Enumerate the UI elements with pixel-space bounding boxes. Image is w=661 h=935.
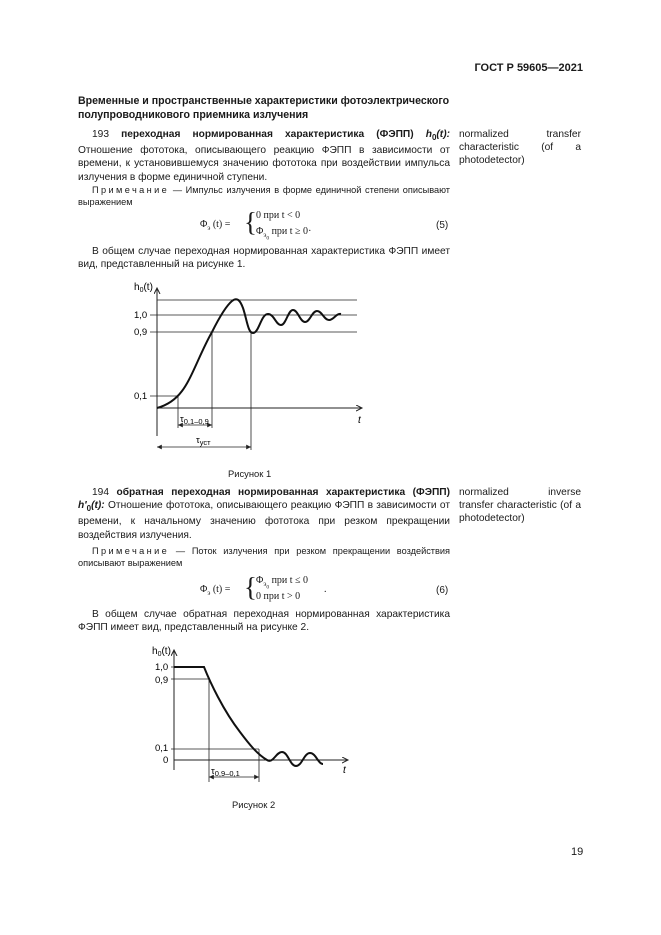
y-label-sub: 0: [157, 651, 162, 658]
term-symbol: h′: [78, 500, 87, 512]
y-label-h: h: [152, 646, 158, 657]
case-1-sub: э: [263, 580, 267, 588]
brace: {: [244, 572, 257, 602]
tau-sym: τ: [211, 766, 215, 777]
brace: {: [244, 207, 257, 237]
case-1-subsub: 0: [266, 584, 270, 591]
figure-1: [100, 278, 380, 458]
case-1-cond: при t ≤ 0: [271, 575, 309, 586]
transfer-curve: [157, 299, 341, 408]
y-label-sub: 0: [139, 287, 144, 294]
case-2: [256, 225, 311, 246]
term-number: 193: [92, 129, 109, 140]
case-2: 0 при t > 0: [256, 591, 301, 602]
formula-arg: (t) =: [212, 584, 231, 595]
term-number: 194: [92, 487, 109, 498]
equation-number-6: (6): [436, 585, 449, 596]
case-2-sub: э: [263, 231, 267, 239]
figure-1-caption: Рисунок 1: [228, 468, 272, 479]
case-1-phi: Φ: [256, 575, 264, 586]
tick-0-1: 0,1: [134, 391, 148, 402]
term-194-definition: [78, 486, 450, 542]
term-name: обратная переходная нормированная характеристика (ФЭПП): [116, 487, 450, 498]
x-label: t: [343, 765, 346, 776]
tau1-sub: 0,1–0,9: [183, 417, 209, 426]
formula-5: [200, 207, 360, 242]
term-symbol: h: [425, 129, 432, 140]
note-text: — Поток излучения при резком прекращении воздействия описывают выражением: [78, 546, 450, 568]
term-symbol-sub: 0: [86, 504, 92, 514]
formula-phi-sub: э: [207, 224, 211, 232]
term-name: переходная нормированная характеристика (ФЭПП): [121, 129, 414, 140]
formula-phi-sub: э: [207, 589, 211, 597]
inverse-curve: [174, 667, 323, 766]
case-2-end: ·: [308, 226, 312, 237]
term-symbol-sub: 0: [431, 133, 437, 143]
standard-header: ГОСТ Р 59605—2021: [474, 62, 583, 74]
y-label: [152, 646, 171, 658]
definition-text: Отношение фототока, описывающего реакцию ФЭПП в зависимости от времени, к начальному значению фототока при резком прекращении воздействия излучения.: [78, 500, 450, 541]
page-number: 19: [571, 846, 584, 858]
tick-0-1: 0,1: [155, 743, 169, 754]
definition-text: Отношение фототока, описывающего реакцию ФЭПП в зависимости от времени, к установившемуся значению фототока при воздействии импульса излучения в форме единичной ступени.: [78, 145, 450, 183]
note-label: Примечание: [92, 185, 170, 195]
y-label: [134, 282, 153, 294]
y-label-arg: (t): [161, 646, 171, 657]
case-2-subsub: 0: [266, 235, 270, 242]
y-label-arg: (t): [143, 282, 153, 293]
formula-phi: Φ: [200, 584, 208, 595]
tau1-label: [180, 414, 209, 426]
case-2-cond: при t ≥ 0: [271, 226, 309, 237]
tau2-sym: τ: [196, 435, 200, 446]
formula-end: .: [324, 584, 327, 595]
tau-sub: 0,9–0,1: [214, 769, 240, 778]
figure-2-intro: В общем случае обратная переходная нормированная характеристика ФЭПП имеет вид, представленный на рисунке 2.: [78, 609, 450, 634]
figure-2: [135, 642, 365, 792]
figure-2-caption: Рисунок 2: [232, 799, 276, 810]
case-2-phi: Φ: [256, 226, 264, 237]
tick-0-9: 0,9: [155, 675, 169, 686]
section-title: Временные и пространственные характеристики фотоэлектрического полупроводникового приемника излучения: [78, 95, 450, 121]
formula-arg: (t) =: [212, 219, 231, 230]
note-193: [78, 184, 450, 208]
term-193-english: normalized transfer characteristic (of a photodetector): [459, 129, 581, 167]
term-symbol-arg: (t):: [436, 129, 450, 140]
term-194-english: normalized inverse transfer characteristic (of a photodetector): [459, 487, 581, 525]
tick-0-9: 0,9: [134, 327, 148, 338]
tau2-label: [196, 435, 211, 447]
term-symbol-arg: (t):: [91, 500, 105, 512]
y-label-h: h: [134, 282, 140, 293]
equation-number-5: (5): [436, 220, 449, 231]
note-194: [78, 545, 450, 569]
tau2-sub: уст: [199, 438, 211, 447]
tau1-sym: τ: [180, 414, 184, 425]
tick-1-0: 1,0: [155, 662, 169, 673]
tau-label: [211, 766, 240, 778]
note-text: — Импульс излучения в форме единичной степени описывают выражением: [78, 185, 450, 207]
case-1: 0 при t < 0: [256, 210, 301, 221]
note-label: Примечание: [92, 546, 170, 556]
tick-0: 0: [163, 755, 169, 766]
formula-phi: Φ: [200, 219, 208, 230]
tick-1-0: 1,0: [134, 310, 148, 321]
x-label: t: [358, 415, 361, 426]
figure-1-intro: В общем случае переходная нормированная характеристика ФЭПП имеет вид, представленный на рисунке 1.: [78, 246, 450, 271]
term-193-definition: [78, 128, 450, 184]
formula-6: [200, 574, 360, 604]
